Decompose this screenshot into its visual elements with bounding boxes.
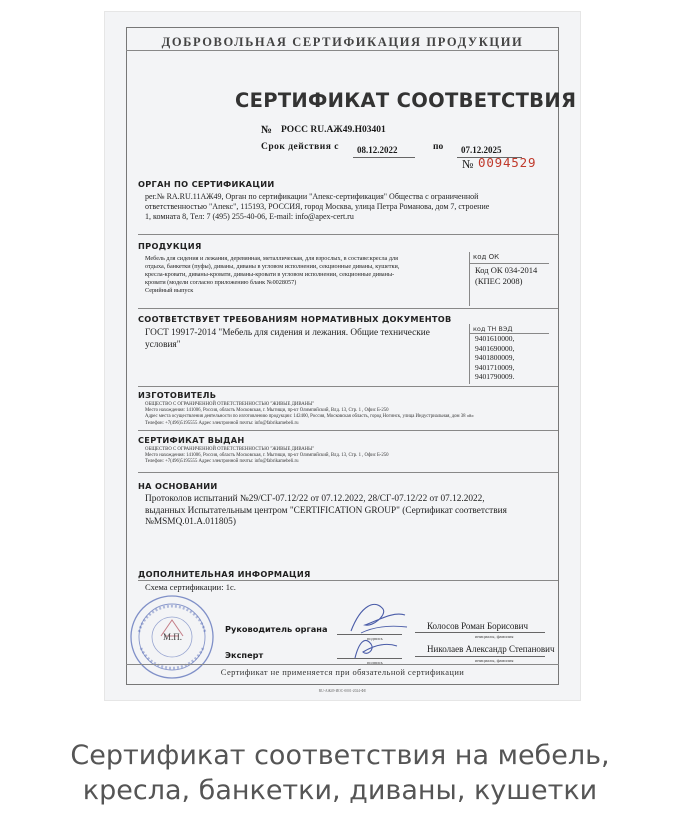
valid-to-label: по [433, 142, 444, 152]
footer-note: Сертификат не применяется при обязательной сертификации [220, 667, 465, 677]
product-line: кровати (модели согласно приложению бланк №0028057) [145, 279, 297, 286]
issued-to-heading: СЕРТИФИКАТ ВЫДАН [138, 435, 245, 445]
basis-details: Протоколов испытаний №29/СГ-07.12/22 от 07.12.2022, 28/СГ-07.12/22 от 07.12.2022, выданных Испытательным центром "CERTIFICATION GROUP" (Сертификат соответствия №MSMQ.01.A.011805) [145, 494, 507, 527]
expert-name: Николаев Александр Степанович [427, 644, 555, 654]
additional-info-heading: ДОПОЛНИТЕЛЬНАЯ ИНФОРМАЦИЯ [138, 569, 311, 579]
organ-details [145, 192, 565, 222]
organ-line: рег.№ RA.RU.11АЖ49, Орган по сертификации "Апекс-сертификация" Общества с ограниченной [145, 192, 479, 201]
product-line: кресла-кровати, диваны-кровати, диваны-кровати в угловом исполнении, секционные диваны- [145, 271, 395, 278]
issued-to-details: ОБЩЕСТВО С ОГРАНИЧЕННОЙ ОТВЕТСТВЕННОСТЬЮ "ЖИВЫЕ ДИВАНЫ" Место нахождения: 141006, Россия, область Московская, г. Мытищи, пр-кт Олимпийский, Влд. 13, Стр. 1 , Офис Б-250 Телефон: +7(496)5195555 Адрес электронной почты: info@fabrikamebeli.ru [145, 447, 389, 465]
certificate-main-title: СЕРТИФИКАТ СООТВЕТСТВИЯ [235, 89, 577, 112]
ok-code-label: код ОК [473, 253, 500, 261]
head-of-organ-label: Руководитель органа [225, 624, 328, 634]
tnved-codes: 9401610000, 9401690000, 9401800009, 9401710009, 9401790009. [475, 334, 515, 381]
signature-caption: подпись [367, 660, 383, 665]
print-code: RU-АЖ49-ИОС-0001-2024-ФЕ [318, 689, 367, 693]
serial-symbol: № [462, 157, 474, 171]
basis-heading: НА ОСНОВАНИИ [138, 481, 218, 491]
certification-scheme: Схема сертификации: 1с. [145, 582, 236, 592]
expert-signature [345, 632, 405, 664]
signature-caption: подпись [367, 636, 383, 641]
initials-caption: инициалы, фамилия [475, 634, 514, 639]
initials-caption: инициалы, фамилия [475, 658, 514, 663]
caption-line: кресла, банкетки, диваны, кушетки [82, 775, 598, 806]
page-caption [0, 738, 680, 808]
certificate-number: РОСС RU.АЖ49.Н03401 [281, 125, 386, 135]
certificate-document [105, 12, 580, 700]
tnved-code-label: код ТН ВЭД [473, 325, 513, 333]
product-line: Серийный выпуск [145, 287, 194, 294]
validity-label: Срок действия с [261, 142, 339, 152]
organ-line: ответственностью "Апекс", 115193, РОССИЯ, город Москва, улица Петра Романова, дом 7, строение [145, 202, 490, 211]
organ-heading: ОРГАН ПО СЕРТИФИКАЦИИ [138, 179, 275, 189]
number-symbol: № [261, 124, 273, 136]
serial-number: 0094529 [478, 155, 537, 170]
caption-line: Сертификат соответствия на мебель, [70, 740, 610, 771]
manufacturer-details: ОБЩЕСТВО С ОГРАНИЧЕННОЙ ОТВЕТСТВЕННОСТЬЮ "ЖИВЫЕ ДИВАНЫ" Место нахождения: 141006, Россия, область Московская, г. Мытищи, пр-кт Олимпийский, Влд. 13, Стр. 1 , Офис Б-250 Адрес места осуществления деятельности по изготовлению продукции: 142400, Россия, Московская область, город Ногинск, улица Индустриальная, дом 38 «в» Телефон: +7(496)5195555 Адрес электронной почты: info@fabrikamebeli.ru [145, 402, 474, 426]
product-description [145, 255, 470, 295]
head-name: Колосов Роман Борисович [427, 621, 529, 631]
product-line: Мебель для сидения и лежания, деревянная, металлическая, для взрослых, в составе:кресла для [145, 255, 398, 262]
valid-to: 07.12.2025 [461, 145, 502, 155]
voluntary-certification-title: ДОБРОВОЛЬНАЯ СЕРТИФИКАЦИЯ ПРОДУКЦИИ [161, 35, 524, 49]
header-divider [126, 50, 559, 51]
product-heading: ПРОДУКЦИЯ [138, 241, 202, 251]
manufacturer-heading: ИЗГОТОВИТЕЛЬ [138, 390, 217, 400]
valid-from: 08.12.2022 [357, 145, 398, 155]
stamp-initials: М.П. [163, 632, 183, 642]
ok-code-value: Код ОК 034-2014 (КПЕС 2008) [475, 265, 538, 286]
standards-heading: СООТВЕТСТВУЕТ ТРЕБОВАНИЯМ НОРМАТИВНЫХ ДОКУМЕНТОВ [138, 314, 452, 324]
organ-line: 1, комната 8, Тел: 7 (495) 255-40-06, E-mail: info@apex-cert.ru [145, 212, 354, 221]
product-line: отдыха, банкетки (пуфы), диваны, диваны в угловом исполнении, секционные диваны, кушетки, [145, 263, 400, 270]
expert-label: Эксперт [225, 650, 264, 660]
standards-text: ГОСТ 19917-2014 "Мебель для сидения и лежания. Общие технические условия" [145, 328, 430, 350]
